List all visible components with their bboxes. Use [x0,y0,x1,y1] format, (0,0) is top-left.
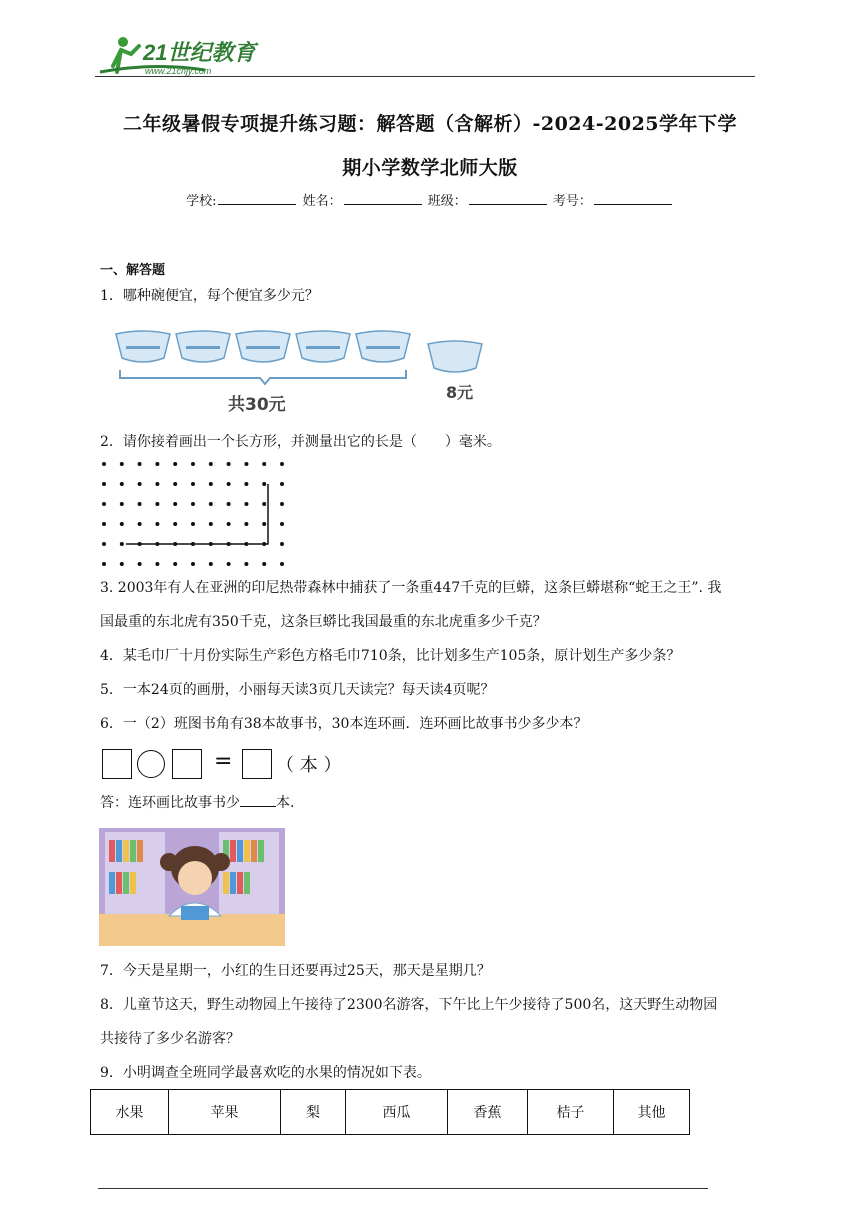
single-bowl-price: 8元 [446,383,474,402]
grid-dot [155,502,159,506]
grid-dot [138,482,142,486]
grid-dot [244,462,248,466]
equation-template [100,748,360,782]
grid-dot [120,562,124,566]
grid-dot [227,522,231,526]
grid-dot [138,542,142,546]
grid-dot [191,542,195,546]
grid-dot [227,502,231,506]
grid-dot [262,522,266,526]
grid-dot [244,562,248,566]
grid-dot [120,542,124,546]
question-5: 5．一本24页的画册，小丽每天读3页几天读完？每天读4页呢？ [100,682,495,698]
table-cell: 其他 [614,1090,690,1135]
question-7: 7．今天是星期一，小红的生日还要再过25天，那天是星期几？ [100,963,491,979]
result-box[interactable] [242,749,272,779]
grid-dot [173,462,177,466]
unit-label: （ 本 ） [276,755,342,776]
grid-dot [209,562,213,566]
table-cell: 水果 [91,1090,169,1135]
grid-dot [102,542,106,546]
grid-dot [262,482,266,486]
grid-dot [244,522,248,526]
grid-dot [280,482,284,486]
grid-dot [227,462,231,466]
fruit-survey-table [90,1089,690,1135]
class-label: 班级： [427,194,467,209]
name-label: 姓名： [302,194,342,209]
grid-dot [209,542,213,546]
page-title-line1: 二年级暑假专项提升练习题：解答题（含解析）-2024-2025学年下学 [122,113,738,135]
question-3-line1: 3. 2003年有人在亚洲的印尼热带森林中捕获了一条重447千克的巨蟒，这条巨蟒堪称“蛇王之王”. 我 [100,580,722,596]
grid-dot [173,502,177,506]
question-8-line1: 8．儿童节这天，野生动物园上午接待了2300名游客，下午比上午少接待了500名，这天野生动物园 [100,997,718,1013]
grid-dot [280,562,284,566]
grid-dot [173,522,177,526]
grid-dot [244,542,248,546]
grid-dot [191,462,195,466]
grid-dot [191,522,195,526]
table-cell: 香蕉 [448,1090,528,1135]
answer-prefix: 答：连环画比故事书少 [100,795,240,811]
table-cell: 西瓜 [346,1090,448,1135]
grid-dot [138,462,142,466]
grid-dot [155,522,159,526]
logo-text: 21世纪教育 [143,40,256,65]
grid-dot [138,522,142,526]
school-blank[interactable] [218,192,296,205]
grid-dot [244,482,248,486]
grid-dot [138,562,142,566]
equals-sign: = [214,749,233,774]
question-1: 1．哪种碗便宜，每个便宜多少元？ [100,288,319,304]
grid-dot [155,482,159,486]
grid-dot [138,502,142,506]
footer-rule [98,1188,708,1189]
operator-circle[interactable] [137,750,165,778]
question-2: 2．请你接着画出一个长方形，并测量出它的长是（ ）毫米。 [100,434,501,450]
bowls-illustration [110,322,500,414]
grid-dot [102,562,106,566]
header-rule [95,76,755,77]
grid-dot [102,482,106,486]
operand-box-1[interactable] [102,749,132,779]
answer-blank[interactable] [240,792,276,807]
grid-dot [173,542,177,546]
grid-dot [280,462,284,466]
page-title-line2: 期小学数学北师大版 [342,157,518,179]
grid-dot [191,482,195,486]
grid-dot [227,562,231,566]
grid-dot [227,542,231,546]
section-heading: 一、解答题 [100,263,166,278]
table-cell: 苹果 [169,1090,281,1135]
grid-dot [280,522,284,526]
library-illustration [99,828,285,946]
grid-dot [209,522,213,526]
bowls-total-price: 共30元 [228,395,286,415]
grid-dot [262,542,266,546]
grid-dot [120,522,124,526]
grid-dot [120,502,124,506]
question-8-line2: 共接待了多少名游客？ [100,1031,240,1047]
grid-dot [155,542,159,546]
grid-dot [209,482,213,486]
exam-no-label: 考号： [552,194,592,209]
dot-grid [98,456,298,576]
grid-dot [227,482,231,486]
grid-dot [262,562,266,566]
grid-dot [120,482,124,486]
table-row [91,1090,690,1135]
grid-dot [173,482,177,486]
grid-dot [155,562,159,566]
answer-suffix: 本. [276,795,295,811]
grid-dot [280,542,284,546]
site-logo [95,32,265,78]
grid-dot [280,502,284,506]
grid-dot [102,522,106,526]
grid-dot [191,562,195,566]
logo-subtext: www.21cnjy.com [145,66,212,76]
grid-dot [244,502,248,506]
grid-dot [262,462,266,466]
operand-box-2[interactable] [172,749,202,779]
grid-dot [120,462,124,466]
grid-dot [155,462,159,466]
name-blank[interactable] [344,192,422,205]
table-cell: 梨 [281,1090,346,1135]
question-9: 9．小明调查全班同学最喜欢吃的水果的情况如下表。 [100,1065,431,1081]
grid-dot [209,462,213,466]
question-6: 6．一（2）班图书角有38本故事书，30本连环画．连环画比故事书少多少本？ [100,716,588,732]
question-6-answer [100,792,294,813]
question-4: 4．某毛巾厂十月份实际生产彩色方格毛巾710条，比计划多生产105条，原计划生产多少条？ [100,648,681,664]
student-info [0,190,860,209]
grid-dot [262,502,266,506]
grid-dot [209,502,213,506]
grid-dot [102,502,106,506]
school-label: 学校: [186,194,217,209]
grid-dot [173,562,177,566]
grid-dot [102,462,106,466]
class-blank[interactable] [469,192,547,205]
table-cell: 桔子 [528,1090,614,1135]
question-3-line2: 国最重的东北虎有350千克，这条巨蟒比我国最重的东北虎重多少千克？ [100,614,547,630]
grid-dot [191,502,195,506]
exam-no-blank[interactable] [594,192,672,205]
